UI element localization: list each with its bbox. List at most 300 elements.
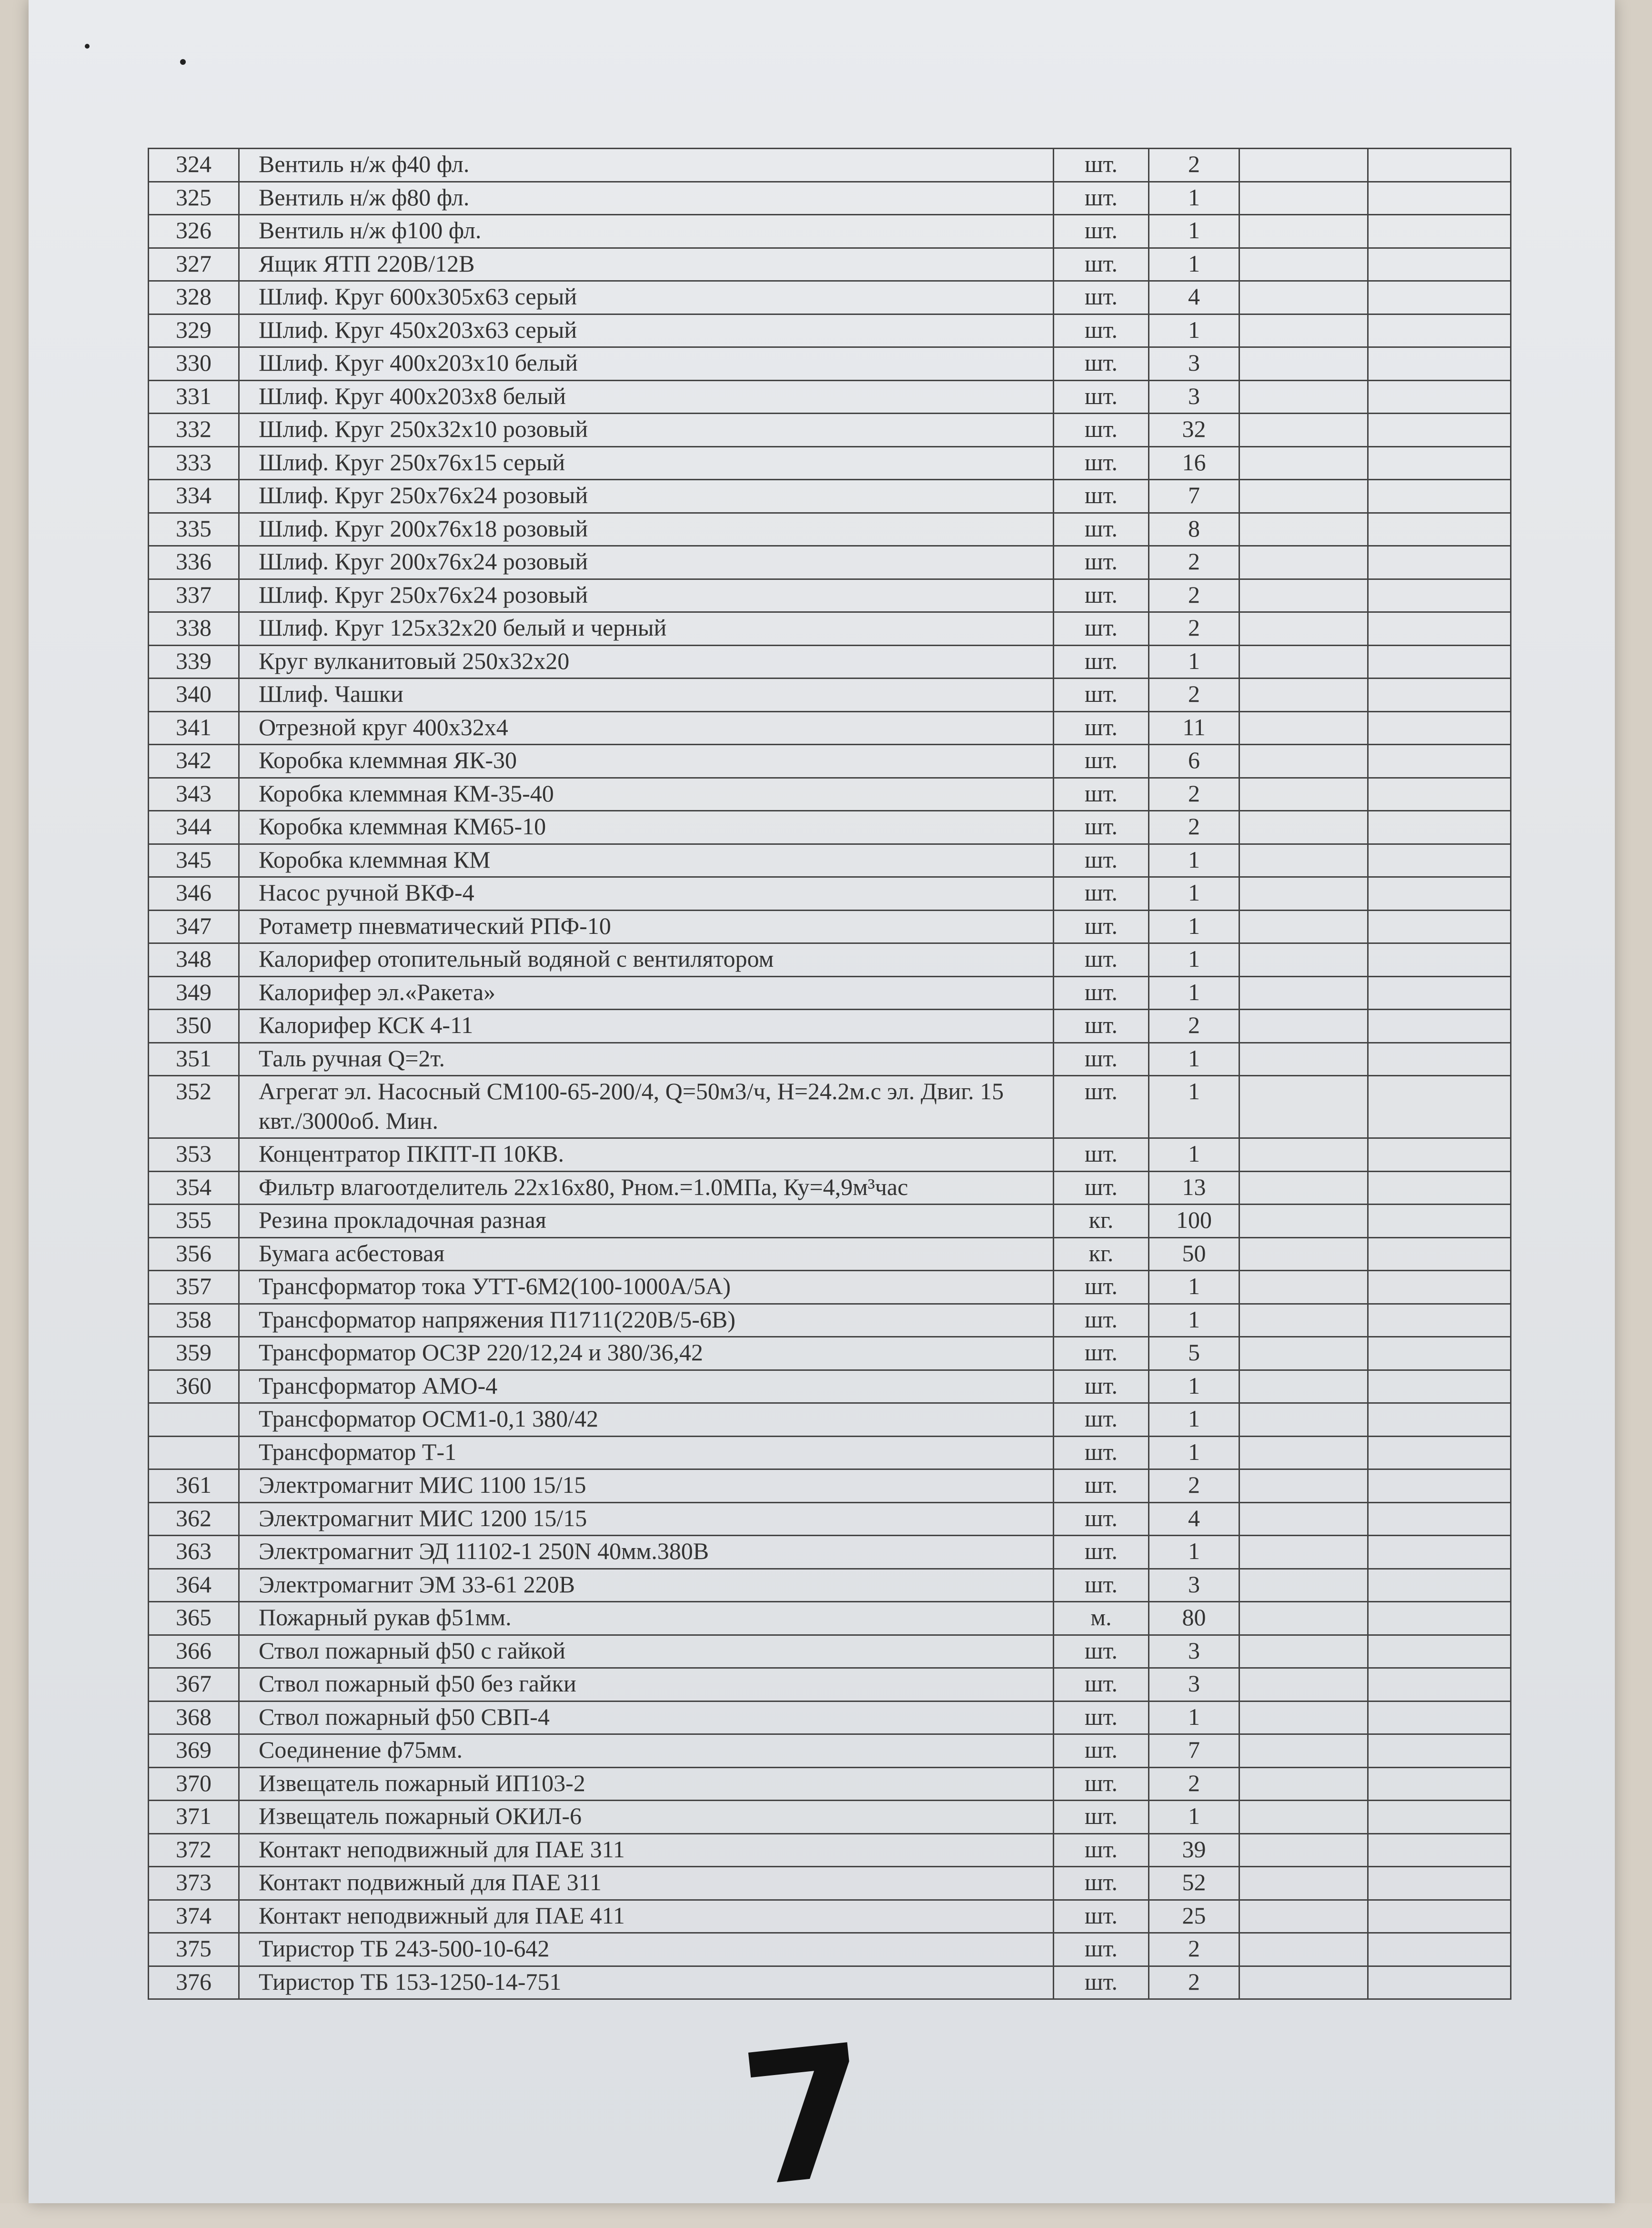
unit-cell: шт. [1054,281,1149,314]
table-row [149,1734,1511,1768]
item-name-cell: Шлиф. Круг 125х32х20 белый и черный [239,612,1054,646]
row-number-cell: 352 [149,1076,239,1138]
item-name-cell: Электромагнит МИС 1200 15/15 [239,1502,1054,1536]
row-number-cell: 371 [149,1801,239,1834]
unit-cell: шт. [1054,1043,1149,1076]
unit-cell: шт. [1054,910,1149,943]
unit-cell: м. [1054,1602,1149,1635]
blank-cell [1368,414,1511,447]
blank-cell [1239,1436,1368,1469]
item-name-cell: Шлиф. Круг 250х76х24 розовый [239,480,1054,513]
blank-cell [1239,844,1368,877]
row-number-cell: 335 [149,513,239,546]
quantity-cell: 80 [1149,1602,1239,1635]
item-name-cell: Калорифер отопительный водяной с вентилятором [239,943,1054,977]
table-row [149,811,1511,844]
quantity-cell: 2 [1149,679,1239,712]
quantity-cell: 1 [1149,314,1239,347]
quantity-cell: 1 [1149,1403,1239,1437]
blank-cell [1368,480,1511,513]
inventory-table [148,148,1511,2000]
table-row [149,1867,1511,1900]
blank-cell [1239,1403,1368,1437]
item-name-cell: Концентратор ПКПТ-П 10КВ. [239,1138,1054,1172]
blank-cell [1239,1602,1368,1635]
unit-cell: шт. [1054,314,1149,347]
blank-cell [1368,1171,1511,1205]
blank-cell [1368,1635,1511,1668]
quantity-cell: 1 [1149,1304,1239,1337]
unit-cell: шт. [1054,1668,1149,1701]
row-number-cell: 372 [149,1833,239,1867]
quantity-cell: 2 [1149,579,1239,612]
table-row [149,380,1511,414]
item-name-cell: Вентиль н/ж ф40 фл. [239,149,1054,182]
item-name-cell: Извещатель пожарный ИП103-2 [239,1767,1054,1801]
item-name-cell: Отрезной круг 400х32х4 [239,711,1054,745]
handwritten-page-number: 7 [732,2005,880,2228]
row-number-cell: 355 [149,1205,239,1238]
item-name-cell: Шлиф. Круг 250х76х24 розовый [239,579,1054,612]
blank-cell [1368,679,1511,712]
blank-cell [1368,711,1511,745]
blank-cell [1239,612,1368,646]
blank-cell [1239,1370,1368,1403]
quantity-cell: 52 [1149,1867,1239,1900]
unit-cell: шт. [1054,414,1149,447]
table-row [149,1076,1511,1138]
ink-speck [180,59,186,65]
quantity-cell: 1 [1149,1138,1239,1172]
item-name-cell: Трансформатор Т-1 [239,1436,1054,1469]
table-row [149,1833,1511,1867]
unit-cell: шт. [1054,943,1149,977]
table-row [149,1900,1511,1933]
table-row [149,414,1511,447]
table-row [149,1436,1511,1469]
blank-cell [1368,943,1511,977]
blank-cell [1368,1668,1511,1701]
quantity-cell: 1 [1149,215,1239,248]
unit-cell: шт. [1054,745,1149,778]
blank-cell [1239,811,1368,844]
item-name-cell: Коробка клеммная КМ-35-40 [239,778,1054,811]
item-name-cell: Извещатель пожарный ОКИЛ-6 [239,1801,1054,1834]
unit-cell: шт. [1054,380,1149,414]
item-name-cell: Шлиф. Чашки [239,679,1054,712]
quantity-cell: 2 [1149,546,1239,579]
quantity-cell: 32 [1149,414,1239,447]
blank-cell [1368,1370,1511,1403]
row-number-cell [149,1403,239,1437]
row-number-cell: 354 [149,1171,239,1205]
blank-cell [1368,446,1511,480]
unit-cell: шт. [1054,976,1149,1010]
table-row [149,182,1511,215]
quantity-cell: 1 [1149,645,1239,679]
table-row [149,1668,1511,1701]
table-row [149,1536,1511,1569]
table-row [149,679,1511,712]
blank-cell [1368,1502,1511,1536]
blank-cell [1239,314,1368,347]
blank-cell [1239,1043,1368,1076]
table-row [149,347,1511,381]
item-name-cell: Коробка клеммная КМ65-10 [239,811,1054,844]
row-number-cell: 356 [149,1237,239,1271]
table-row [149,877,1511,911]
blank-cell [1368,1602,1511,1635]
unit-cell: шт. [1054,1436,1149,1469]
item-name-cell: Ящик ЯТП 220В/12В [239,248,1054,281]
row-number-cell: 342 [149,745,239,778]
blank-cell [1368,347,1511,381]
blank-cell [1368,844,1511,877]
item-name-cell: Шлиф. Круг 400х203х10 белый [239,347,1054,381]
row-number-cell: 361 [149,1469,239,1503]
table-row [149,711,1511,745]
item-name-cell: Контакт неподвижный для ПАЕ 411 [239,1900,1054,1933]
unit-cell: шт. [1054,1635,1149,1668]
unit-cell: шт. [1054,480,1149,513]
unit-cell: шт. [1054,1867,1149,1900]
table-row [149,1767,1511,1801]
row-number-cell: 366 [149,1635,239,1668]
unit-cell: шт. [1054,1734,1149,1768]
quantity-cell: 1 [1149,844,1239,877]
unit-cell: шт. [1054,1271,1149,1304]
row-number-cell: 359 [149,1337,239,1370]
blank-cell [1239,281,1368,314]
unit-cell: шт. [1054,215,1149,248]
blank-cell [1239,1833,1368,1867]
table-row [149,745,1511,778]
table-row [149,1701,1511,1734]
unit-cell: шт. [1054,182,1149,215]
quantity-cell: 50 [1149,1237,1239,1271]
row-number-cell: 358 [149,1304,239,1337]
item-name-cell: Шлиф. Круг 250х32х10 розовый [239,414,1054,447]
row-number-cell: 348 [149,943,239,977]
row-number-cell: 345 [149,844,239,877]
item-name-cell: Тиристор ТБ 153-1250-14-751 [239,1966,1054,1999]
blank-cell [1239,1801,1368,1834]
table-row [149,446,1511,480]
item-name-cell: Коробка клеммная ЯК-30 [239,745,1054,778]
blank-cell [1239,1237,1368,1271]
quantity-cell: 11 [1149,711,1239,745]
blank-cell [1239,1337,1368,1370]
item-name-cell: Шлиф. Круг 400х203х8 белый [239,380,1054,414]
blank-cell [1239,215,1368,248]
table-row [149,1171,1511,1205]
blank-cell [1239,1469,1368,1503]
row-number-cell: 350 [149,1010,239,1043]
blank-cell [1239,347,1368,381]
blank-cell [1368,910,1511,943]
unit-cell: шт. [1054,248,1149,281]
blank-cell [1239,1900,1368,1933]
item-name-cell: Трансформатор ОСЗР 220/12,24 и 380/36,42 [239,1337,1054,1370]
unit-cell: шт. [1054,1536,1149,1569]
table-row [149,1010,1511,1043]
item-name-cell: Вентиль н/ж ф100 фл. [239,215,1054,248]
table-row [149,612,1511,646]
unit-cell: шт. [1054,546,1149,579]
table-row [149,513,1511,546]
unit-cell: шт. [1054,1569,1149,1602]
unit-cell: шт. [1054,1304,1149,1337]
unit-cell: шт. [1054,1966,1149,1999]
blank-cell [1368,1701,1511,1734]
unit-cell: шт. [1054,1900,1149,1933]
item-name-cell: Шлиф. Круг 600х305х63 серый [239,281,1054,314]
blank-cell [1368,1076,1511,1138]
quantity-cell: 1 [1149,1370,1239,1403]
blank-cell [1368,1205,1511,1238]
item-name-cell: Шлиф. Круг 200х76х24 розовый [239,546,1054,579]
item-name-cell: Насос ручной ВКФ-4 [239,877,1054,911]
unit-cell: шт. [1054,1370,1149,1403]
table-row [149,1801,1511,1834]
quantity-cell: 2 [1149,1966,1239,1999]
item-name-cell: Электромагнит ЭМ 33-61 220В [239,1569,1054,1602]
blank-cell [1368,1304,1511,1337]
blank-cell [1368,546,1511,579]
blank-cell [1368,976,1511,1010]
blank-cell [1239,1668,1368,1701]
table-row [149,1043,1511,1076]
blank-cell [1239,1138,1368,1172]
quantity-cell: 1 [1149,1271,1239,1304]
unit-cell: шт. [1054,1502,1149,1536]
row-number-cell: 367 [149,1668,239,1701]
blank-cell [1239,778,1368,811]
blank-cell [1239,1933,1368,1966]
unit-cell: шт. [1054,446,1149,480]
row-number-cell: 339 [149,645,239,679]
blank-cell [1368,1900,1511,1933]
unit-cell: шт. [1054,579,1149,612]
blank-cell [1368,215,1511,248]
quantity-cell: 2 [1149,1933,1239,1966]
quantity-cell: 2 [1149,612,1239,646]
blank-cell [1368,1337,1511,1370]
blank-cell [1368,612,1511,646]
row-number-cell: 336 [149,546,239,579]
blank-cell [1368,1436,1511,1469]
blank-cell [1368,149,1511,182]
row-number-cell: 327 [149,248,239,281]
item-name-cell: Ротаметр пневматический РПФ-10 [239,910,1054,943]
quantity-cell: 2 [1149,778,1239,811]
table-row [149,215,1511,248]
row-number-cell [149,1436,239,1469]
item-name-cell: Контакт подвижный для ПАЕ 311 [239,1867,1054,1900]
blank-cell [1239,711,1368,745]
item-name-cell: Круг вулканитовый 250х32х20 [239,645,1054,679]
quantity-cell: 2 [1149,1767,1239,1801]
unit-cell: шт. [1054,612,1149,646]
unit-cell: шт. [1054,1767,1149,1801]
table-row [149,149,1511,182]
row-number-cell: 349 [149,976,239,1010]
quantity-cell: 7 [1149,480,1239,513]
quantity-cell: 4 [1149,281,1239,314]
quantity-cell: 3 [1149,1668,1239,1701]
blank-cell [1239,149,1368,182]
unit-cell: шт. [1054,811,1149,844]
blank-cell [1239,877,1368,911]
blank-cell [1239,679,1368,712]
blank-cell [1368,1043,1511,1076]
item-name-cell: Трансформатор тока УТТ-6М2(100-1000А/5А) [239,1271,1054,1304]
blank-cell [1239,1966,1368,1999]
blank-cell [1239,943,1368,977]
blank-cell [1239,1076,1368,1138]
quantity-cell: 1 [1149,1076,1239,1138]
ink-speck [85,44,90,49]
quantity-cell: 1 [1149,182,1239,215]
unit-cell: шт. [1054,1469,1149,1503]
blank-cell [1239,513,1368,546]
row-number-cell: 343 [149,778,239,811]
row-number-cell: 346 [149,877,239,911]
quantity-cell: 3 [1149,380,1239,414]
blank-cell [1368,1734,1511,1768]
row-number-cell: 351 [149,1043,239,1076]
item-name-cell: Резина прокладочная разная [239,1205,1054,1238]
blank-cell [1239,380,1368,414]
blank-cell [1239,1502,1368,1536]
row-number-cell: 332 [149,414,239,447]
item-name-cell: Трансформатор АМО-4 [239,1370,1054,1403]
blank-cell [1239,1635,1368,1668]
quantity-cell: 1 [1149,1701,1239,1734]
item-name-cell: Шлиф. Круг 250х76х15 серый [239,446,1054,480]
blank-cell [1368,1237,1511,1271]
row-number-cell: 364 [149,1569,239,1602]
table-row [149,1370,1511,1403]
blank-cell [1239,1271,1368,1304]
unit-cell: шт. [1054,1337,1149,1370]
unit-cell: шт. [1054,1933,1149,1966]
row-number-cell: 334 [149,480,239,513]
blank-cell [1368,778,1511,811]
blank-cell [1239,1205,1368,1238]
blank-cell [1368,745,1511,778]
unit-cell: кг. [1054,1205,1149,1238]
blank-cell [1239,745,1368,778]
table-row [149,1635,1511,1668]
quantity-cell: 16 [1149,446,1239,480]
row-number-cell: 337 [149,579,239,612]
table-row [149,1304,1511,1337]
blank-cell [1239,414,1368,447]
row-number-cell: 368 [149,1701,239,1734]
blank-cell [1239,248,1368,281]
row-number-cell: 357 [149,1271,239,1304]
quantity-cell: 13 [1149,1171,1239,1205]
row-number-cell: 338 [149,612,239,646]
row-number-cell: 370 [149,1767,239,1801]
unit-cell: шт. [1054,1701,1149,1734]
row-number-cell: 341 [149,711,239,745]
row-number-cell: 375 [149,1933,239,1966]
table-row [149,480,1511,513]
blank-cell [1368,248,1511,281]
blank-cell [1368,1403,1511,1437]
table-row [149,314,1511,347]
quantity-cell: 7 [1149,1734,1239,1768]
quantity-cell: 1 [1149,877,1239,911]
quantity-cell: 1 [1149,1536,1239,1569]
blank-cell [1239,1867,1368,1900]
quantity-cell: 3 [1149,347,1239,381]
row-number-cell: 373 [149,1867,239,1900]
blank-cell [1368,1767,1511,1801]
row-number-cell: 362 [149,1502,239,1536]
blank-cell [1239,1701,1368,1734]
blank-cell [1368,1966,1511,1999]
item-name-cell: Калорифер эл.«Ракета» [239,976,1054,1010]
quantity-cell: 1 [1149,1436,1239,1469]
unit-cell: шт. [1054,1076,1149,1138]
row-number-cell: 363 [149,1536,239,1569]
blank-cell [1239,1767,1368,1801]
blank-cell [1239,910,1368,943]
blank-cell [1368,182,1511,215]
table-row [149,1271,1511,1304]
quantity-cell: 1 [1149,1801,1239,1834]
unit-cell: шт. [1054,679,1149,712]
blank-cell [1239,182,1368,215]
table-row [149,546,1511,579]
blank-cell [1239,1171,1368,1205]
quantity-cell: 2 [1149,811,1239,844]
item-name-cell: Шлиф. Круг 450х203х63 серый [239,314,1054,347]
item-name-cell: Бумага асбестовая [239,1237,1054,1271]
unit-cell: шт. [1054,1801,1149,1834]
blank-cell [1239,446,1368,480]
blank-cell [1368,1536,1511,1569]
item-name-cell: Контакт неподвижный для ПАЕ 311 [239,1833,1054,1867]
blank-cell [1368,1801,1511,1834]
quantity-cell: 2 [1149,149,1239,182]
quantity-cell: 1 [1149,943,1239,977]
row-number-cell: 329 [149,314,239,347]
quantity-cell: 2 [1149,1010,1239,1043]
table-row [149,910,1511,943]
item-name-cell: Шлиф. Круг 200х76х18 розовый [239,513,1054,546]
table-row [149,943,1511,977]
row-number-cell: 374 [149,1900,239,1933]
quantity-cell: 6 [1149,745,1239,778]
unit-cell: шт. [1054,645,1149,679]
row-number-cell: 353 [149,1138,239,1172]
row-number-cell: 331 [149,380,239,414]
quantity-cell: 100 [1149,1205,1239,1238]
quantity-cell: 3 [1149,1569,1239,1602]
table-row [149,248,1511,281]
inventory-table-body [149,149,1511,1999]
item-name-cell: Трансформатор ОСМ1-0,1 380/42 [239,1403,1054,1437]
row-number-cell: 369 [149,1734,239,1768]
blank-cell [1239,1569,1368,1602]
item-name-cell: Электромагнит МИС 1100 15/15 [239,1469,1054,1503]
blank-cell [1368,1867,1511,1900]
quantity-cell: 4 [1149,1502,1239,1536]
